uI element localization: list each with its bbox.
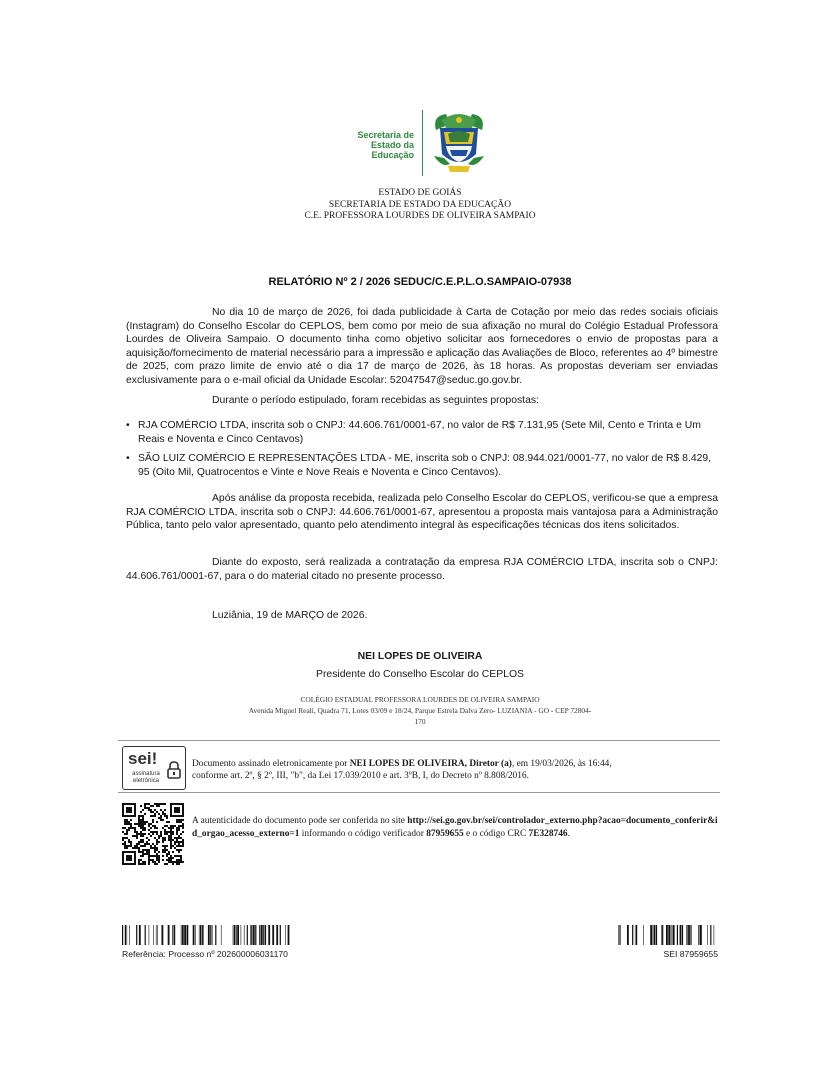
paragraph-publicity: [126, 306, 718, 388]
logo-text-line: Estado da: [370, 140, 414, 150]
header-line: ESTADO DE GOIÁS: [378, 188, 462, 198]
paragraph-text: Diante do exposto, será realizada a contratação da empresa RJA COMÉRCIO LTDA, inscrita sob o CNPJ: 44.606.761/0001-67, para o do material citado no presente processo.: [126, 557, 718, 582]
auth-text: .: [567, 828, 570, 839]
note-signer-name: NEI LOPES DE OLIVEIRA: [349, 759, 465, 769]
qr-code-icon: [122, 803, 184, 865]
authenticity-note: [192, 815, 722, 840]
bullet-icon: •: [126, 453, 130, 465]
institution-header: [200, 188, 640, 223]
header-line: C.E. PROFESSORA LOURDES DE OLIVEIRA SAMPAIO: [304, 211, 536, 221]
auth-text: e o código CRC: [463, 828, 529, 839]
sei-badge-subtitle: [127, 771, 165, 784]
lock-icon: [167, 761, 181, 779]
proposal-text: RJA COMÉRCIO LTDA, inscrita sob o CNPJ: 44.606.761/0001-67, no valor de R$ 7.131,95 (Sete Mil, Cento e Trinta e Um Reais e Noventa e Cinco Centavos): [138, 420, 701, 445]
signatory-name: NEI LOPES DE OLIVEIRA: [357, 651, 483, 662]
place-date: Luziânia, 19 de MARÇO de 2026.: [212, 610, 368, 621]
sei-logo-word: sei!: [128, 749, 158, 768]
paragraph-period: [126, 394, 718, 408]
school-address-footer: [210, 694, 630, 727]
sei-signature-badge: [122, 746, 186, 790]
note-legal-basis: conforme art. 2º, § 2º, III, "b", da Lei 17.039/2010 e art. 3ºB, I, do Decreto nº 8.808/2016.: [192, 771, 529, 781]
divider: [118, 792, 720, 793]
logo-text-line: Secretaria de: [357, 130, 414, 140]
report-title: RELATÓRIO Nº 2 / 2026 SEDUC/C.E.P.L.O.SAMPAIO-07938: [268, 276, 572, 288]
process-reference: Referência: Processo nº 202600006031170: [122, 949, 288, 959]
paragraph-text: Após análise da proposta recebida, realizada pelo Conselho Escolar do CEPLOS, verificou-se que a empresa RJA COMÉRCIO LTDA, inscrita sob o CNPJ: 44.606.761/0001-67, apresentou a proposta mais vantajosa para a Administração Pública, tanto pelo valor apresentado, quanto pelo atendimento integral às especificações técnicas dos itens solicitados.: [126, 493, 718, 532]
footer-line: COLÉGIO ESTADUAL PROFESSORA LOURDES DE OLIVEIRA SAMPAIO: [300, 695, 540, 704]
note-text: Documento assinado eletronicamente por: [192, 759, 350, 769]
barcode-icon: [618, 925, 718, 945]
paragraph-text: Durante o período estipulado, foram recebidas as seguintes propostas:: [212, 395, 539, 406]
footer-line: 170: [414, 717, 426, 726]
header-line: SECRETARIA DE ESTADO DA EDUCAÇÃO: [328, 199, 512, 210]
logo-text: [352, 130, 414, 160]
verification-link[interactable]: http://sei.go.gov.br/sei/controlador_externo.php?acao=documento_conferir&id_orgao_acesso_externo=1: [192, 816, 718, 839]
auth-text: informando o código verificador: [299, 828, 427, 839]
proposal-text: SÃO LUIZ COMÉRCIO E REPRESENTAÇÕES LTDA - ME, inscrita sob o CNPJ: 08.944.021/0001-77, no valor de R$ 8.429, 95 (Oito Mil, Quatrocentos e Vinte e Nove Reais e Noventa e Cinco Centavos).: [138, 453, 712, 478]
sei-reference: SEI 87959655: [663, 949, 718, 959]
sei-badge-subtitle-line: eletrônica: [132, 777, 159, 784]
note-signer-role: , Diretor (a): [464, 759, 512, 769]
electronic-signature-note: [192, 758, 722, 782]
list-item: [126, 452, 720, 479]
auth-text: A autenticidade do documento pode ser conferida no site: [192, 816, 408, 826]
crc-code: 7E328746: [528, 828, 568, 839]
paragraph-text: No dia 10 de março de 2026, foi dada publicidade à Carta de Cotação por meio das redes sociais oficiais (Instagram) do Conselho Escolar do CEPLOS, bem como por meio de sua afixação no mural do Colégio Estadual Professora Lourdes de Oliveira Sampaio. O documento tinha como objetivo solicitar aos fornecedores o envio de propostas para a aquisição/fornecimento de material necessário para a impressão e aplicação das Avaliações de Bloco, referentes ao 4º bimestre de 2025, com prazo limite de envio até o dia 17 de março de 2026, às 18 horas. As propostas deveriam ser enviadas exclusivamente para o e-mail oficial da Unidade Escolar: 52047547@seduc.go.gov.br.: [126, 307, 718, 386]
goias-coat-of-arms-icon: [430, 110, 488, 178]
verification-code: 87959655: [426, 828, 464, 839]
divider: [118, 740, 720, 741]
logo-text-line: Educação: [371, 150, 414, 160]
barcode-icon: [122, 925, 290, 945]
proposals-list: [126, 419, 720, 485]
sei-badge-subtitle-line: assinatura: [132, 771, 160, 777]
footer-line: Avenida Miguel Reali, Quadra 71, Lotes 03/09 e 18/24, Parque Estrela Dalva Zero- LUZIANIA - GO - CEP 72804-: [248, 706, 592, 715]
logo-divider: [422, 110, 423, 176]
bullet-icon: •: [126, 420, 130, 431]
header-logo: [352, 108, 492, 180]
signatory-role: Presidente do Conselho Escolar do CEPLOS: [316, 669, 524, 680]
note-text: , em 19/03/2026, às 16:44,: [511, 759, 612, 769]
paragraph-analysis: [126, 492, 718, 533]
list-item: [126, 419, 720, 446]
paragraph-conclusion: [126, 556, 718, 583]
